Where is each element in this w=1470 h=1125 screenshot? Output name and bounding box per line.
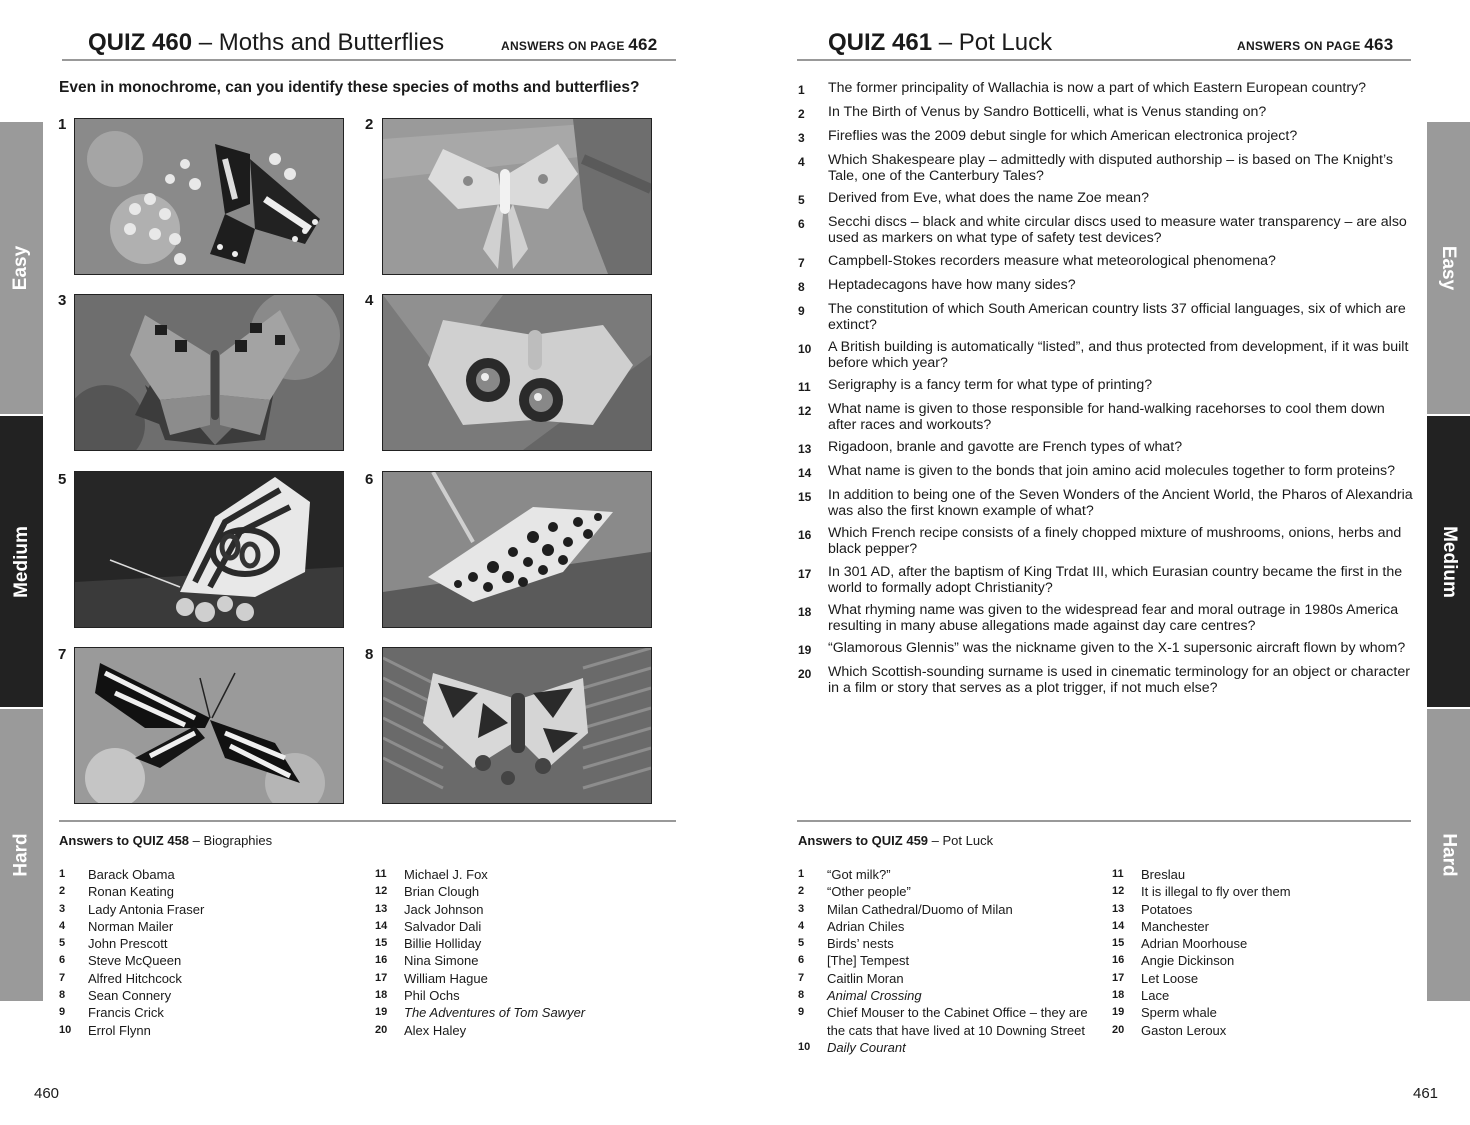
question-item: 20 Which Scottish-sounding surname is used in cinematic terminology for an object or character in a film or story that serves as a plot trigger, if not much else?	[798, 663, 1410, 696]
answer-row: 16 Angie Dickinson	[1112, 953, 1235, 969]
right-answers-col2	[1112, 866, 1412, 1039]
answer-row: 15 Adrian Moorhouse	[1112, 936, 1248, 952]
answer-row: 19 The Adventures of Tom Sawyer	[375, 1005, 586, 1021]
photo-7-zebra-longwing	[74, 647, 344, 804]
right-page-number: 461	[1413, 1085, 1439, 1102]
question-item: 6 Secchi discs – black and white circular discs used to measure water transparency – are also used as markers on what type of safety test devices?	[798, 214, 1407, 247]
photo-1-admiral-butterfly	[74, 118, 344, 275]
right-tab-easy: Easy	[1427, 122, 1470, 414]
answer-row: 2 Ronan Keating	[59, 884, 175, 900]
answer-row: 13 Potatoes	[1112, 901, 1193, 917]
answer-row: 4 Norman Mailer	[59, 918, 174, 934]
right-answers-page-number: 463	[1364, 35, 1394, 54]
photo-number-8: 8	[365, 646, 374, 663]
answer-row: 17 William Hague	[375, 970, 488, 986]
left-answers-on-page: ANSWERS ON PAGE 462	[501, 35, 658, 54]
left-answers-col1	[59, 866, 359, 1039]
answer-row: 6 [The] Tempest	[798, 953, 910, 969]
right-answers-on-page: ANSWERS ON PAGE 463	[1237, 35, 1394, 54]
left-quiz-title	[88, 29, 444, 57]
left-tab-medium: Medium	[0, 416, 43, 707]
answer-row: 7 Caitlin Moran	[798, 970, 904, 986]
right-quiz-title	[828, 29, 1052, 57]
right-quiz-topic: Pot Luck	[958, 29, 1053, 56]
question-item: 7 Campbell-Stokes recorders measure what meteorological phenomena?	[798, 252, 1276, 270]
photo-number-7: 7	[58, 646, 67, 663]
answer-row: 17 Let Loose	[1112, 970, 1199, 986]
quiz-intro: Even in monochrome, can you identify these species of moths and butterflies?	[59, 79, 640, 96]
answer-row: 12 Brian Clough	[375, 884, 480, 900]
question-item: 8 Heptadecagons have how many sides?	[798, 276, 1076, 294]
question-item: 4 Which Shakespeare play – admittedly with disputed authorship – is based on The Knight’s Tale, one of the Canterbury Tales?	[798, 152, 1393, 185]
answer-row: 6 Steve McQueen	[59, 953, 182, 969]
answer-row: 14 Salvador Dali	[375, 918, 482, 934]
photo-number-2: 2	[365, 116, 374, 133]
question-item: 2 In The Birth of Venus by Sandro Botticelli, what is Venus standing on?	[798, 104, 1267, 122]
left-tab-hard: Hard	[0, 709, 43, 1001]
right-quiz-number: QUIZ 461	[828, 29, 933, 56]
answer-row: 9 Chief Mouser to the Cabinet Office – they are the cats that have lived at 10 Downing Street	[798, 1005, 1088, 1038]
answer-row: 14 Manchester	[1112, 918, 1209, 934]
photo-4-io-moth	[382, 294, 652, 451]
photo-number-6: 6	[365, 471, 374, 488]
answer-row: 19 Sperm whale	[1112, 1005, 1217, 1021]
answer-row: 18 Lace	[1112, 988, 1170, 1004]
answer-row: 5 John Prescott	[59, 936, 168, 952]
answer-row: 2 “Other people”	[798, 884, 911, 900]
photo-number-5: 5	[58, 471, 67, 488]
photo-2-luna-moth	[382, 118, 652, 275]
question-item: 13 Rigadoon, branle and gavotte are French types of what?	[798, 439, 1183, 457]
photo-8-garden-tiger-moth	[382, 647, 652, 804]
answer-row: 8 Sean Connery	[59, 988, 172, 1004]
photo-number-4: 4	[365, 292, 374, 309]
left-answers-rule	[59, 820, 676, 822]
answer-row: 9 Francis Crick	[59, 1005, 164, 1021]
photo-3-tortoiseshell-butterfly	[74, 294, 344, 451]
question-list	[798, 80, 1416, 702]
question-item: 12 What name is given to those responsible for hand-walking racehorses to cool them down after races and workouts?	[798, 401, 1385, 434]
answer-row: 5 Birds’ nests	[798, 936, 894, 952]
answer-row: 11 Michael J. Fox	[375, 867, 488, 882]
photo-6-leopard-moth	[382, 471, 652, 628]
question-item: 10 A British building is automatically “listed”, and thus protected from development, if it was built before which year?	[798, 338, 1409, 371]
left-answers-col2	[375, 866, 675, 1039]
left-tab-easy: Easy	[0, 122, 43, 414]
right-answers-heading: Answers to QUIZ 459 – Pot Luck	[798, 833, 994, 848]
answer-row: 10 Daily Courant	[798, 1039, 906, 1055]
answer-row: 7 Alfred Hitchcock	[59, 970, 182, 986]
photo-5-eighty-eight-butterfly	[74, 471, 344, 628]
left-page-number: 460	[34, 1085, 60, 1102]
question-item: 1 The former principality of Wallachia is now a part of which Eastern European country?	[798, 80, 1367, 97]
question-item: 17 In 301 AD, after the baptism of King Trdat III, which Eurasian country became the first in the world to formally adopt Christianity?	[798, 563, 1403, 596]
answer-row: 3 Lady Antonia Fraser	[59, 901, 205, 917]
right-header-rule	[797, 59, 1411, 61]
right-quiz-dash: –	[932, 29, 959, 56]
answer-row: 11 Breslau	[1112, 867, 1186, 882]
question-item: 15 In addition to being one of the Seven Wonders of the Ancient World, the Pharos of Alexandria was also the first known example of what?	[798, 487, 1413, 520]
question-item: 5 Derived from Eve, what does the name Zoe mean?	[798, 190, 1149, 208]
left-quiz-topic: Moths and Butterflies	[218, 29, 445, 56]
answer-row: 13 Jack Johnson	[375, 901, 484, 917]
answer-row: 20 Alex Haley	[375, 1022, 467, 1038]
left-answers-page-number: 462	[628, 35, 658, 54]
answer-row: 20 Gaston Leroux	[1112, 1022, 1227, 1038]
right-answers-col1	[798, 866, 1090, 1056]
question-item: 19 “Glamorous Glennis” was the nickname given to the X-1 supersonic aircraft flown by whom?	[798, 639, 1406, 657]
answer-row: 1 Barack Obama	[59, 867, 175, 882]
left-header-rule	[62, 59, 676, 61]
answer-row: 3 Milan Cathedral/Duomo of Milan	[798, 901, 1013, 917]
answer-row: 16 Nina Simone	[375, 953, 479, 969]
question-item: 9 The constitution of which South American country lists 37 official languages, six of which are extinct?	[798, 300, 1406, 333]
answer-row: 12 It is illegal to fly over them	[1112, 884, 1291, 900]
photo-number-1: 1	[58, 116, 67, 133]
right-answers-rule	[797, 820, 1411, 822]
right-tab-medium: Medium	[1427, 416, 1470, 707]
question-item: 18 What rhyming name was given to the widespread fear and moral outrage in 1980s America resulting in many abuse allegations made against day care centres?	[798, 601, 1399, 634]
left-quiz-number: QUIZ 460	[88, 29, 193, 56]
right-tab-hard: Hard	[1427, 709, 1470, 1001]
left-answers-heading: Answers to QUIZ 458 – Biographies	[59, 833, 273, 848]
question-item: 3 Fireflies was the 2009 debut single for which American electronica project?	[798, 128, 1298, 146]
answer-row: 1 “Got milk?”	[798, 867, 891, 882]
question-item: 14 What name is given to the bonds that join amino acid molecules together to form proteins?	[798, 463, 1396, 481]
question-item: 16 Which French recipe consists of a finely chopped mixture of mushrooms, onions, herbs and black pepper?	[798, 525, 1402, 558]
answer-row: 10 Errol Flynn	[59, 1022, 151, 1038]
answer-row: 15 Billie Holliday	[375, 936, 482, 952]
answer-row: 4 Adrian Chiles	[798, 918, 905, 934]
photo-number-3: 3	[58, 292, 67, 309]
left-quiz-dash: –	[192, 29, 219, 56]
answer-row: 8 Animal Crossing	[798, 988, 922, 1004]
answer-row: 18 Phil Ochs	[375, 988, 460, 1004]
question-item: 11 Serigraphy is a fancy term for what type of printing?	[798, 376, 1153, 394]
